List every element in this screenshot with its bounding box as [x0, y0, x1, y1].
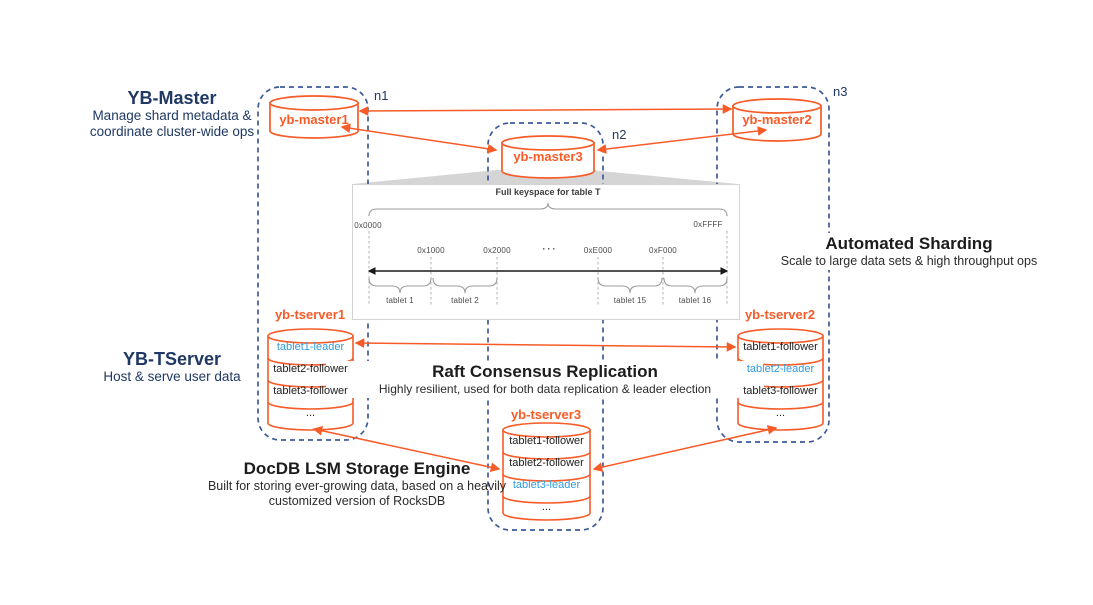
yb-tserver-title: YB-TServer: [122, 349, 222, 369]
automated-sharding-subtitle: Scale to large data sets & high throughput ops: [780, 254, 1038, 268]
tserver3-tablet-row: tablet2-follower: [509, 457, 584, 469]
node-label-n1: n1: [374, 88, 389, 103]
tserver3-tablet-row: tablet1-follower: [509, 435, 584, 447]
docdb-subtitle: Built for storing ever-growing data, based on a heavily customized version of RocksDB: [207, 479, 507, 508]
raft-section: [326, 361, 764, 398]
keyspace-range-end: 0xFFFF: [693, 220, 723, 229]
keyspace-range-start: 0x0000: [354, 221, 382, 230]
arrow-tserver1-tserver2: [356, 343, 735, 347]
tserver1-tablet-row: ...: [305, 407, 316, 419]
keyspace-tick-label: 0xE000: [583, 246, 613, 255]
yb-master-section: [72, 88, 272, 140]
master2-label: yb-master2: [742, 112, 812, 127]
tserver1-name: yb-tserver1: [274, 307, 346, 322]
raft-title: Raft Consensus Replication: [432, 362, 658, 381]
underbrace-tablet15: [598, 278, 662, 293]
tserver2-tablet-row: tablet1-follower: [743, 341, 818, 353]
keyspace-tablet-range-label: tablet 15: [613, 296, 647, 305]
arrow-master1-master2: [360, 109, 731, 111]
arrow-master1-master3: [342, 127, 496, 150]
docdb-title: DocDB LSM Storage Engine: [243, 459, 471, 478]
tserver3-tablet-row: ...: [541, 501, 552, 513]
tserver2-tablet-row: tablet2-leader: [746, 363, 815, 375]
underbrace-tablet1: [369, 278, 431, 293]
yb-tserver-subtitle: Host & serve user data: [103, 369, 241, 384]
node-label-n2: n2: [612, 127, 627, 142]
node-label-n3: n3: [833, 84, 848, 99]
keyspace-tick-label: 0xF000: [649, 246, 677, 255]
keyspace-tick-label: 0x1000: [417, 246, 445, 255]
automated-sharding-title: Automated Sharding: [825, 234, 993, 253]
underbrace-tablet16: [664, 278, 727, 293]
tserver1-tablet-row: tablet2-follower: [273, 363, 348, 375]
tserver2-tablet-row: tablet3-follower: [743, 385, 818, 397]
yb-master-title: YB-Master: [127, 88, 217, 108]
yb-master-subtitle: Manage shard metadata & coordinate cluster-wide ops: [89, 108, 255, 139]
tserver2-tablet-row: ...: [775, 407, 786, 419]
docdb-section: [207, 459, 507, 509]
master1-label: yb-master1: [279, 112, 349, 127]
tserver2-name: yb-tserver2: [744, 307, 816, 322]
tserver3-tablet-row: tablet3-leader: [512, 479, 581, 491]
automated-sharding-section: [743, 233, 1075, 270]
keyspace-axis-group: [369, 231, 727, 306]
master3-label: yb-master3: [513, 149, 583, 164]
keyspace-tablet-range-label: tablet 16: [678, 296, 712, 305]
keyspace-ellipsis: ···: [542, 244, 558, 254]
tserver1-tablet-row: tablet3-follower: [273, 385, 348, 397]
keyspace-tablet-range-label: tablet 1: [386, 296, 414, 305]
underbrace-tablet2: [433, 278, 497, 293]
raft-subtitle: Highly resilient, used for both data replication & leader election: [378, 382, 712, 396]
keyspace-tick-label: 0x2000: [483, 246, 511, 255]
overbrace-full-keyspace: [369, 203, 727, 216]
keyspace-tablet-range-label: tablet 2: [451, 296, 479, 305]
keyspace-title: Full keyspace for table T: [495, 187, 601, 197]
yb-tserver-section: [72, 349, 272, 385]
tserver1-tablet-row: tablet1-leader: [276, 341, 345, 353]
tserver3-name: yb-tserver3: [510, 407, 582, 422]
arrow-tserver3-tserver2: [594, 428, 776, 469]
